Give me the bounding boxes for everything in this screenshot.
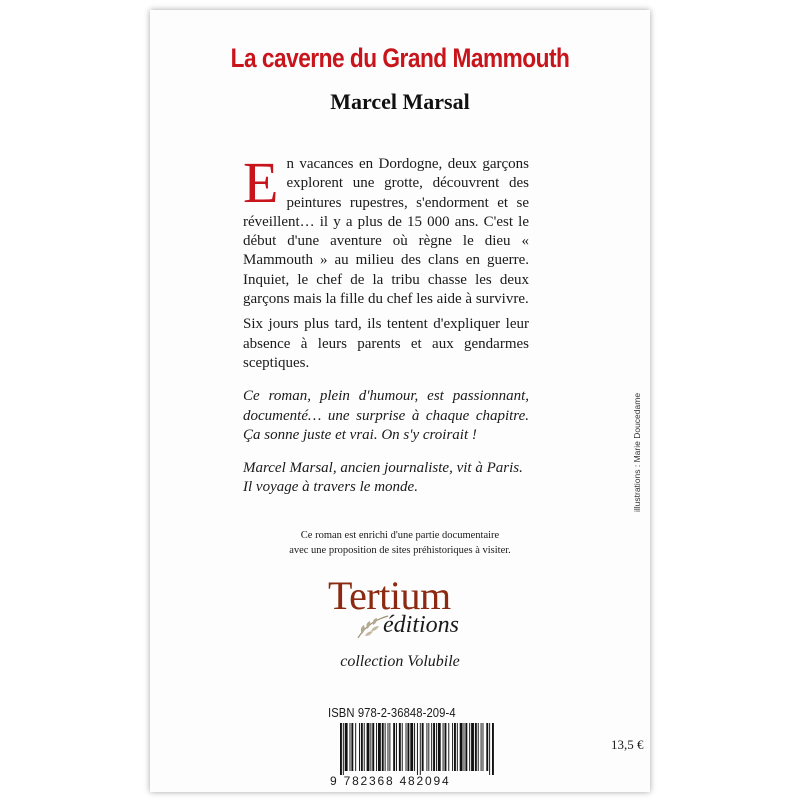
barcode-bar — [340, 723, 342, 775]
barcode-bar — [367, 723, 370, 771]
barcode-bar — [422, 723, 424, 771]
barcode-bar — [361, 723, 363, 771]
barcode-bar — [478, 723, 479, 771]
barcode-bar — [469, 723, 470, 771]
barcode — [338, 723, 498, 775]
publisher-name: Tertium — [328, 573, 451, 618]
publisher-logo — [328, 573, 478, 646]
blurb-paragraph-2: Six jours plus tard, ils tentent d'expliquer leur absence à leurs parents et aux gendarmes sceptiques. — [243, 316, 529, 371]
barcode-bar — [433, 723, 435, 771]
review-quote: Ce roman, plein d'humour, est passionnant, documenté… une surprise à chaque chapitre. Ça sonne juste et vrai. On s'y croirait ! — [243, 388, 529, 443]
illustration-credit: illustrations : Marie Doucedame — [632, 392, 642, 512]
barcode-bar — [406, 723, 407, 771]
barcode-bar — [410, 723, 413, 771]
barcode-bar — [431, 723, 432, 771]
barcode-bar — [475, 723, 477, 771]
author-bio-line-2: Il voyage à travers le monde. — [243, 479, 418, 496]
barcode-bar — [460, 723, 463, 771]
barcode-bar — [445, 723, 447, 771]
book-back-cover — [150, 10, 650, 792]
barcode-bar — [428, 723, 429, 771]
barcode-bar — [351, 723, 353, 771]
barcode-bar — [414, 723, 415, 771]
barcode-bar — [448, 723, 449, 771]
barcode-bar — [426, 723, 427, 771]
barcode-digits: 9 782368 482094 — [330, 774, 451, 788]
barcode-bar — [454, 723, 456, 771]
book-title: La caverne du Grand Mammouth — [230, 43, 570, 73]
blurb-paragraph-1-text: n vacances en Dordogne, deux garçons explorent une grotte, découvrent des peintures rupestres, s'endorment et se réveillent… il y a plus de 15 000 ans. C'est le début d'une aventure où règne le dieu « Mammouth » au milieu des clans en guerre. Inquiet, le chef de la tribu chasse les deux garçons mais la fille du chef les aide à survivre. — [243, 156, 529, 308]
blurb-paragraph-1 — [243, 150, 529, 309]
barcode-bar — [364, 723, 365, 771]
documentary-note — [150, 528, 650, 558]
barcode-bar — [464, 723, 465, 771]
barcode-bar — [402, 723, 403, 771]
barcode-bar — [399, 723, 401, 771]
barcode-bar — [385, 723, 386, 771]
book-author: Marcel Marsal — [330, 89, 470, 114]
barcode-bar — [492, 723, 494, 775]
barcode-bar — [370, 723, 371, 771]
barcode-bar — [443, 723, 444, 771]
barcode-bar — [457, 723, 458, 771]
barcode-bar — [483, 723, 484, 771]
barcode-bar — [350, 723, 351, 771]
barcode-bar — [452, 723, 453, 771]
documentary-note-line-2: avec une proposition de sites préhistoriques à visiter. — [289, 545, 511, 556]
barcode-bar — [355, 723, 356, 771]
isbn: ISBN 978-2-36848-209-4 — [328, 706, 456, 720]
collection-name: collection Volubile — [340, 653, 460, 670]
barcode-bar — [393, 723, 395, 771]
barcode-bar — [376, 723, 377, 771]
barcode-bar — [486, 723, 488, 771]
barcode-bar — [382, 723, 384, 771]
barcode-bar — [471, 723, 474, 771]
barcode-bar — [388, 723, 389, 771]
barcode-bar — [372, 723, 374, 771]
barcode-bar — [345, 723, 348, 771]
barcode-bar — [489, 723, 490, 775]
barcode-bar — [465, 723, 467, 771]
barcode-bar — [420, 723, 421, 775]
author-bio — [243, 459, 529, 498]
barcode-bar — [343, 723, 344, 775]
barcode-bar — [359, 723, 360, 771]
barcode-bar — [481, 723, 482, 771]
barcode-bar — [436, 723, 437, 771]
barcode-bar — [407, 723, 409, 771]
publisher-subname: éditions — [383, 612, 459, 638]
barcode-bar — [389, 723, 390, 771]
author-bio-line-1: Marcel Marsal, ancien journaliste, vit à Paris. — [243, 460, 523, 477]
blurb — [243, 150, 529, 498]
barcode-bar — [396, 723, 397, 771]
drop-cap: E — [243, 150, 279, 215]
barcode-bar — [438, 723, 441, 771]
barcode-bar — [378, 723, 381, 771]
price: 13,5 € — [611, 737, 644, 752]
documentary-note-line-1: Ce roman est enrichi d'une partie documentaire — [300, 530, 500, 541]
barcode-bar — [417, 723, 418, 775]
